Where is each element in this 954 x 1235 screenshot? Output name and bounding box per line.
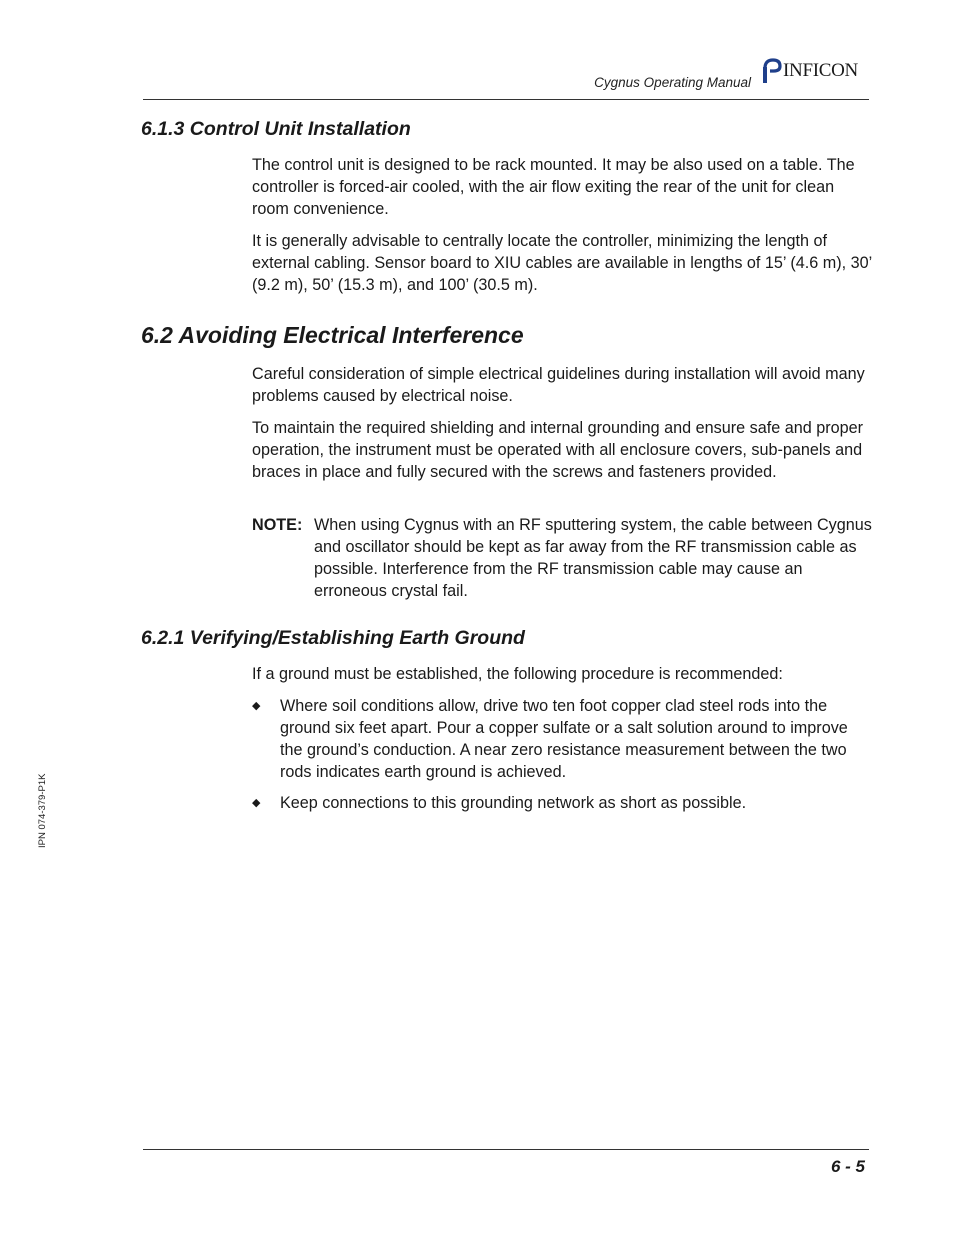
list-item-text: Where soil conditions allow, drive two ten foot copper clad steel rods into the ground six feet apart. Pour a copper sulfate or a salt solution around to improve the ground’s conduction. A near zero resistance measurement between the two rods indicates earth ground is achieved. (280, 697, 848, 781)
paragraph: The control unit is designed to be rack mounted. It may be also used on a table. The controller is forced-air cooled, with the air flow exiting the rear of the unit for clean room convenience. (252, 156, 855, 218)
inficon-logo (761, 58, 873, 84)
paragraph: Careful consideration of simple electrical guidelines during installation will avoid many problems caused by electrical noise. (252, 365, 865, 405)
list-item-text: Keep connections to this grounding network as short as possible. (280, 794, 747, 812)
ipn-label: IPN 074-379-P1K (37, 773, 48, 848)
section-heading-6-2-1: 6.2.1 Verifying/Establishing Earth Ground (141, 627, 525, 649)
section-heading-6-2: 6.2 Avoiding Electrical Interference (141, 322, 524, 348)
inficon-logo-icon (761, 58, 783, 84)
page-number: 6 - 5 (830, 1157, 865, 1176)
logo-text: INFICON (783, 60, 858, 81)
list-item (252, 695, 872, 783)
note-text: When using Cygnus with an RF sputtering system, the cable between Cygnus and oscillator should be kept as far away from the RF transmission cable as possible. Interference from the RF transmission cable may cause an erroneous crystal fail. (314, 516, 872, 600)
paragraph: It is generally advisable to centrally locate the controller, minimizing the length of external cabling. Sensor board to XIU cables are available in lengths of 15’ (4.6 m), 30’ (9.2 m), 50’ (15.3 m), and 100’ (30.5 m). (252, 232, 872, 294)
section-6-2-body (252, 363, 872, 483)
diamond-bullet-icon: ◆ (252, 700, 261, 712)
header-rule (143, 99, 869, 100)
manual-title: Cygnus Operating Manual (594, 75, 751, 90)
footer-rule (143, 1149, 869, 1150)
section-6-1-3-body (252, 154, 872, 296)
note-label: NOTE: (252, 516, 303, 534)
diamond-bullet-icon: ◆ (252, 797, 261, 809)
list-item (252, 792, 872, 814)
paragraph: To maintain the required shielding and internal grounding and ensure safe and proper operation, the instrument must be operated with all enclosure covers, sub-panels and braces in place and fully secured with the screws and fasteners provided. (252, 419, 864, 481)
section-heading-6-1-3: 6.1.3 Control Unit Installation (141, 118, 411, 140)
note-block (252, 514, 872, 602)
section-6-2-1-intro: If a ground must be established, the following procedure is recommended: (252, 665, 783, 683)
